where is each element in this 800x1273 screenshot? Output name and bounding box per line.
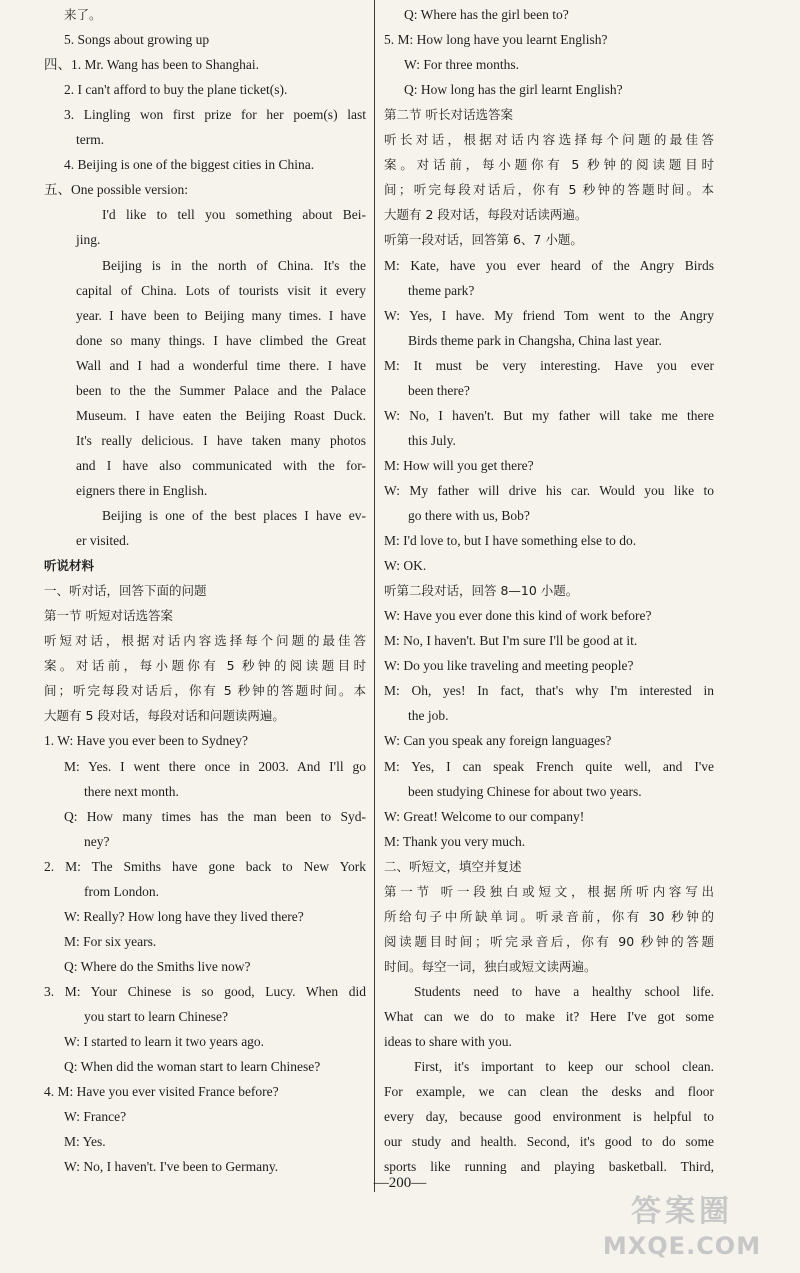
text-line: For example, we can clean the desks and floor [384,1084,714,1100]
text-line: you start to learn Chinese? [84,1009,228,1024]
text-line: 1. W: Have you ever been to Sydney? [44,733,248,749]
text-line: M: Thank you very much. [384,833,526,849]
text-line: 二、听短文，填空并复述 [384,858,522,874]
text-line: W: I started to learn it two years ago. [64,1034,265,1050]
text-line: 5. Songs about growing up [64,32,210,48]
text-line: W: Great! Welcome to our company! [384,808,585,824]
text-line: W: No, I haven't. But my father will take me there [384,407,714,423]
text-line: Q: How long has the girl learnt English? [404,82,623,98]
watermark-logo: 答案圈 [631,1194,733,1229]
text-line: go there with us, Bob? [408,508,530,523]
text-line: done so many things. I have climbed the Great [76,332,366,348]
text-line: 一、听对话，回答下面的问题 [44,583,207,599]
text-line: 大题有 5 段对话，每段对话和问题读两遍。 [44,708,285,724]
text-line: W: Really? How long have they lived there? [64,908,304,924]
text-line: M: Kate, have you ever heard of the Angry Birds [384,257,714,273]
text-line: and I have also communicated with the for- [76,457,366,473]
text-line: been to the the Summer Palace and the Palace [76,382,366,398]
text-line: this July. [408,432,456,448]
text-line: W: Yes, I have. My friend Tom went to the Angry [384,307,714,323]
text-line: been studying Chinese for about two years. [408,783,642,799]
text-line: 4. Beijing is one of the biggest cities in China. [64,157,315,173]
text-line: W: My father will drive his car. Would you like to [384,482,714,498]
text-line: What can we do to make it? Here I've got some [384,1009,714,1024]
column-divider [374,0,375,1192]
text-line: ney? [84,833,110,849]
text-line: 第二节 听长对话选答案 [384,107,513,123]
page-number: —200— [373,1175,427,1191]
text-line: Museum. I have eaten the Beijing Roast Duck. [76,407,366,423]
text-line: 3. M: Your Chinese is so good, Lucy. When did [44,983,366,999]
text-line: Q: Where do the Smiths live now? [64,958,251,974]
text-line: M: For six years. [64,933,157,949]
text-line: 听说材料 [44,558,95,574]
text-line: Q: How many times has the man been to Syd- [64,808,366,824]
text-line: First, it's important to keep our school clean. [414,1059,714,1075]
text-line: 间；听完每段对话后，你有 5 秒钟的答题时间。本 [44,683,366,699]
text-line: 第一节 听短对话选答案 [44,608,173,624]
text-line: Beijing is in the north of China. It's the [102,257,366,273]
text-line: W: Can you speak any foreign languages? [384,733,612,749]
text-line: 2. M: The Smiths have gone back to New York [44,858,366,874]
watermark-url: MXQE.COM [602,1232,762,1260]
text-line: 案。对话前，每小题你有 5 秒钟的阅读题目时 [44,658,366,674]
text-line: 第一节 听一段独白或短文，根据所听内容写出 [384,883,714,899]
text-line: 大题有 2 段对话，每段对话读两遍。 [384,207,588,223]
text-line: 时间。每空一词，独白或短文读两遍。 [384,958,597,974]
text-line: 5. M: How long have you learnt English? [384,32,608,48]
text-line: 来了。 [64,7,102,22]
text-line: theme park? [408,282,475,298]
text-line: 四、1. Mr. Wang has been to Shanghai. [44,57,260,73]
watermark [592,1192,772,1264]
text-line: every day, because good environment is helpful to [384,1109,714,1125]
text-line: there next month. [84,783,179,799]
text-line: eigners there in English. [76,482,208,498]
text-line: It's really delicious. I have taken many photos [76,432,366,448]
text-line: M: Oh, yes! In fact, that's why I'm interested in [384,683,714,699]
text-line: Beijing is one of the best places I have ev- [102,508,366,523]
text-line: term. [76,132,105,148]
text-line: M: I'd love to, but I have something else to do. [384,533,637,549]
text-line: M: Yes. I went there once in 2003. And I'll go [64,758,366,774]
text-line: I'd like to tell you something about Bei- [102,207,366,223]
text-line: our study and health. Second, it's good to do some [384,1134,714,1150]
text-line: 听长对话，根据对话内容选择每个问题的最佳答 [384,132,714,148]
text-line: 所给句子中所缺单词。听录音前，你有 30 秒钟的 [384,908,714,924]
text-line: jing. [76,232,101,248]
text-line: W: Do you like traveling and meeting people? [384,658,634,674]
text-line: M: No, I haven't. But I'm sure I'll be good at it. [384,633,638,649]
text-line: er visited. [76,533,130,549]
text-line: Wall and I had a wonderful time there. I have [76,357,366,373]
text-line: from London. [84,883,159,899]
text-line: year. I have been to Beijing many times. I have [76,307,366,323]
text-line: Birds theme park in Changsha, China last year. [408,332,662,348]
text-line: 间；听完每段对话后，你有 5 秒钟的答题时间。本 [384,182,714,198]
text-line: M: Yes. [64,1134,106,1150]
text-line: Q: Where has the girl been to? [404,7,569,22]
text-line: W: OK. [384,558,427,574]
text-line: Q: When did the woman start to learn Chinese? [64,1059,321,1075]
text-line: 案。对话前，每小题你有 5 秒钟的阅读题目时 [384,157,714,173]
text-line: 听短对话，根据对话内容选择每个问题的最佳答 [44,633,366,649]
text-line: 五、One possible version: [44,182,188,198]
text-line: 3. Lingling won first prize for her poem(s) last [64,107,366,123]
text-line: W: Have you ever done this kind of work before? [384,608,652,624]
text-line: M: How will you get there? [384,457,534,473]
text-line: Students need to have a healthy school life. [414,983,714,999]
text-line: capital of China. Lots of tourists visit it every [76,282,366,298]
text-line: 听第二段对话，回答 8—10 小题。 [384,583,579,599]
text-line: 2. I can't afford to buy the plane ticket(s). [64,82,288,98]
text-line: W: France? [64,1109,127,1125]
text-line: 4. M: Have you ever visited France before? [44,1084,279,1100]
text-line: W: For three months. [404,57,519,73]
text-line: 阅读题目时间；听完录音后，你有 90 秒钟的答题 [384,933,714,949]
text-line: ideas to share with you. [384,1034,512,1050]
text-line: M: It must be very interesting. Have you ever [384,357,714,373]
text-line: W: No, I haven't. I've been to Germany. [64,1159,279,1175]
text-line: been there? [408,382,470,398]
text-line: M: Yes, I can speak French quite well, and I've [384,758,714,774]
text-line: the job. [408,708,449,724]
text-line: sports like running and playing basketball. Third, [384,1159,714,1175]
text-line: 听第一段对话，回答第 6、7 小题。 [384,232,583,248]
